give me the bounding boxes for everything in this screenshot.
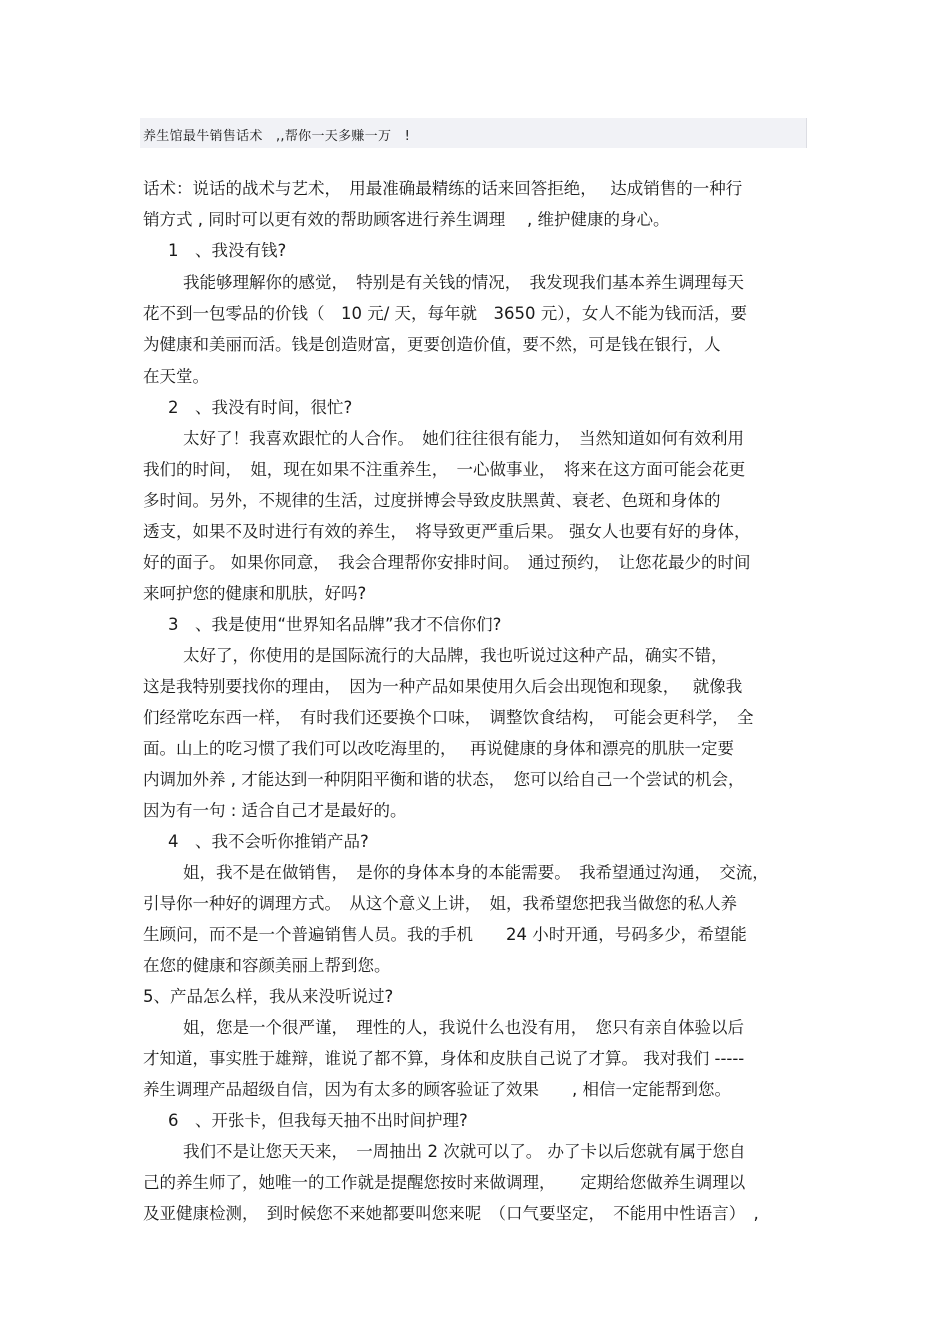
body-line: 我们的时间， 姐，现在如果不注重养生， 一心做事业， 将来在这方面可能会花更 <box>143 460 746 479</box>
body-line: 来呵护您的健康和肌肤，好吗? <box>143 584 367 603</box>
body-line: 姐，您是一个很严谨， 理性的人，我说什么也没有用， 您只有亲自体验以后 <box>183 1018 744 1037</box>
body-line: 太好了，你使用的是国际流行的大品牌，我也听说过这种产品，确实不错， <box>183 646 728 665</box>
question-heading: 3 、我是使用“世界知名品牌”我才不信你们? <box>168 615 502 634</box>
body-line: 内调加外养 , 才能达到一种阴阳平衡和谐的状态， 您可以给自己一个尝试的机会， <box>143 770 745 789</box>
question-heading: 6 、开张卡，但我每天抽不出时间护理? <box>168 1111 468 1130</box>
body-line: 透支，如果不及时进行有效的养生， 将导致更严重后果。 强女人也要有好的身体， <box>143 522 751 541</box>
body-line: 太好了！我喜欢跟忙的人合作。 她们往往很有能力， 当然知道如何有效利用 <box>183 429 744 448</box>
question-heading: 1 、我没有钱? <box>168 241 287 260</box>
body-line: 在您的健康和容颜美丽上帮到您。 <box>143 956 391 975</box>
body-line: 这是我特别要找你的理由， 因为一种产品如果使用久后会出现饱和现象， 就像我 <box>143 677 743 696</box>
body-line: 面。山上的吃习惯了我们可以改吃海里的， 再说健康的身体和漂亮的肌肤一定要 <box>143 739 734 758</box>
body-line: 我能够理解你的感觉， 特别是有关钱的情况， 我发现我们基本养生调理每天 <box>183 273 744 292</box>
body-line: 己的养生师了，她唯一的工作就是提醒您按时来做调理， 定期给您做养生调理以 <box>143 1173 746 1192</box>
body-line: 为健康和美丽而活。钱是创造财富，更要创造价值，要不然，可是钱在银行，人 <box>143 335 721 354</box>
body-line: 因为有一句 : 适合自己才是最好的。 <box>143 801 407 820</box>
document-title: 养生馆最牛销售话术 ,,帮你一天多赚一万 ! <box>143 129 411 144</box>
body-line: 我们不是让您天天来， 一周抽出 2 次就可以了。 办了卡以后您就有属于您自 <box>183 1142 746 1161</box>
body-line: 及亚健康检测， 到时候您不来她都要叫您来呢 （口气要坚定， 不能用中性语言） , <box>143 1204 759 1223</box>
body-line: 们经常吃东西一样， 有时我们还要换个口味， 调整饮食结构， 可能会更科学， 全 <box>143 708 754 727</box>
body-line: 多时间。另外，不规律的生活，过度拼博会导致皮肤黑黄、衰老、色斑和身体的 <box>143 491 721 510</box>
document-header-bar <box>140 118 807 148</box>
body-line: 养生调理产品超级自信，因为有太多的顾客验证了效果 , 相信一定能帮到您。 <box>143 1080 731 1099</box>
question-heading: 5、产品怎么样，我从来没听说过? <box>143 987 394 1006</box>
body-line: 引导你一种好的调理方式。 从这个意义上讲， 姐，我希望您把我当做您的私人养 <box>143 894 737 913</box>
body-line: 话术：说话的战术与艺术， 用最准确最精练的话来回答拒绝， 达成销售的一种行 <box>143 179 743 198</box>
body-line: 在天堂。 <box>143 367 209 386</box>
body-line: 才知道，事实胜于雄辩，谁说了都不算，身体和皮肤自己说了才算。 我对我们 ----- <box>143 1049 745 1068</box>
question-heading: 4 、我不会听你推销产品? <box>168 832 369 851</box>
body-line: 好的面子。 如果你同意， 我会合理帮你安排时间。 通过预约， 让您花最少的时间 <box>143 553 751 572</box>
body-line: 生顾问，而不是一个普遍销售人员。我的手机 24 小时开通，号码多少，希望能 <box>143 925 747 944</box>
body-line: 花不到一包零品的价钱（ 10 元/ 天，每年就 3650 元），女人不能为钱而活，要 <box>143 304 748 323</box>
body-line: 销方式 , 同时可以更有效的帮助顾客进行养生调理 , 维护健康的身心。 <box>143 210 670 229</box>
question-heading: 2 、我没有时间，很忙? <box>168 398 353 417</box>
body-line: 姐，我不是在做销售， 是你的身体本身的本能需要。 我希望通过沟通， 交流， <box>183 863 769 882</box>
